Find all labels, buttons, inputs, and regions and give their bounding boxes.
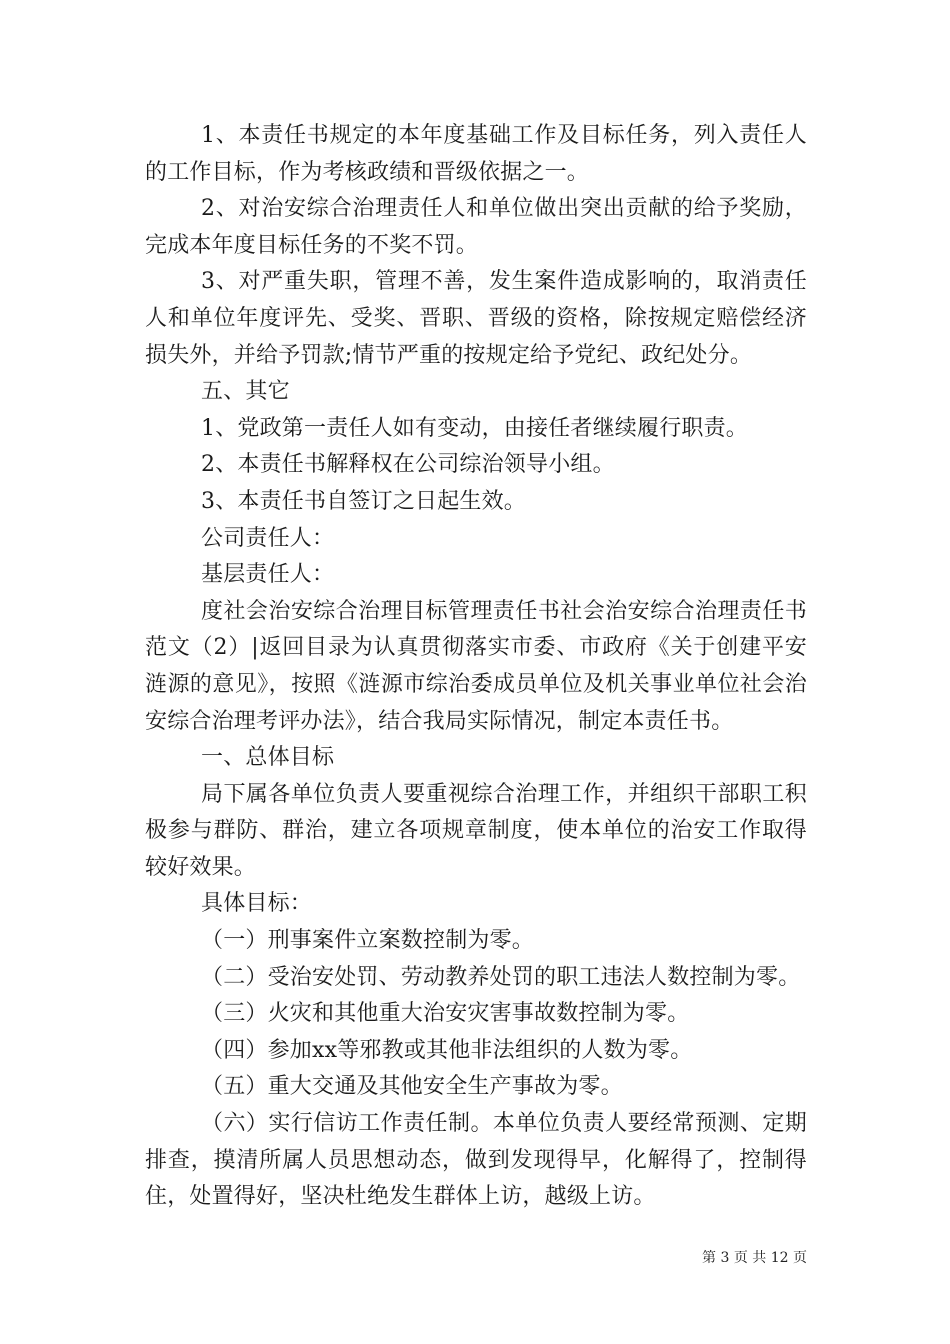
paragraph-overall-goal: 局下属各单位负责人要重视综合治理工作，并组织干部职工积极参与群防、群治，建立各项规章制度，使本单位的治安工作取得较好效果。	[145, 781, 807, 880]
paragraph-sample-2-intro: 度社会治安综合治理目标管理责任书社会治安综合治理责任书范文（2）|返回目录为认真贯彻落实市委、市政府《关于创建平安涟源的意见》，按照《涟源市综治委成员单位及机关事业单位社会治安综合治理考评办法》，结合我局实际情况，制定本责任书。	[145, 598, 807, 734]
goal-item-2: （二）受治安处罚、劳动教养处罚的职工违法人数控制为零。	[201, 964, 801, 990]
signature-company: 公司责任人：	[201, 525, 335, 551]
document-body	[145, 118, 807, 1216]
paragraph-reward-basis: 1、本责任书规定的本年度基础工作及目标任务，列入责任人的工作目标，作为考核政绩和晋级依据之一。	[145, 123, 807, 185]
goal-item-4: （四）参加xx等邪教或其他非法组织的人数为零。	[201, 1037, 693, 1063]
section-heading-overall-goal: 一、总体目标	[201, 745, 335, 771]
paragraph-other-3: 3、本责任书自签订之日起生效。	[201, 488, 526, 514]
goal-item-3: （三）火灾和其他重大治安灾害事故数控制为零。	[201, 1001, 690, 1027]
goal-item-1: （一）刑事案件立案数控制为零。	[201, 928, 535, 954]
signature-grassroots: 基层责任人：	[201, 562, 335, 588]
section-heading-other: 五、其它	[201, 379, 290, 405]
section-heading-specific-goals: 具体目标：	[201, 891, 313, 917]
paragraph-other-1: 1、党政第一责任人如有变动，由接任者继续履行职责。	[201, 415, 748, 441]
page-number-footer: 第 3 页 共 12 页	[702, 1250, 807, 1266]
goal-item-5: （五）重大交通及其他安全生产事故为零。	[201, 1074, 623, 1100]
paragraph-penalty: 3、对严重失职，管理不善，发生案件造成影响的，取消责任人和单位年度评先、受奖、晋职、晋级的资格，除按规定赔偿经济损失外，并给予罚款;情节严重的按规定给予党纪、政纪处分。	[145, 269, 807, 368]
paragraph-reward-units: 2、对治安综合治理责任人和单位做出突出贡献的给予奖励，完成本年度目标任务的不奖不罚。	[145, 196, 807, 258]
goal-item-6: （六）实行信访工作责任制。本单位负责人要经常预测、定期排查，摸清所属人员思想动态，做到发现得早，化解得了，控制得住，处置得好，坚决杜绝发生群体上访，越级上访。	[145, 1111, 807, 1210]
paragraph-other-2: 2、本责任书解释权在公司综治领导小组。	[201, 452, 615, 478]
